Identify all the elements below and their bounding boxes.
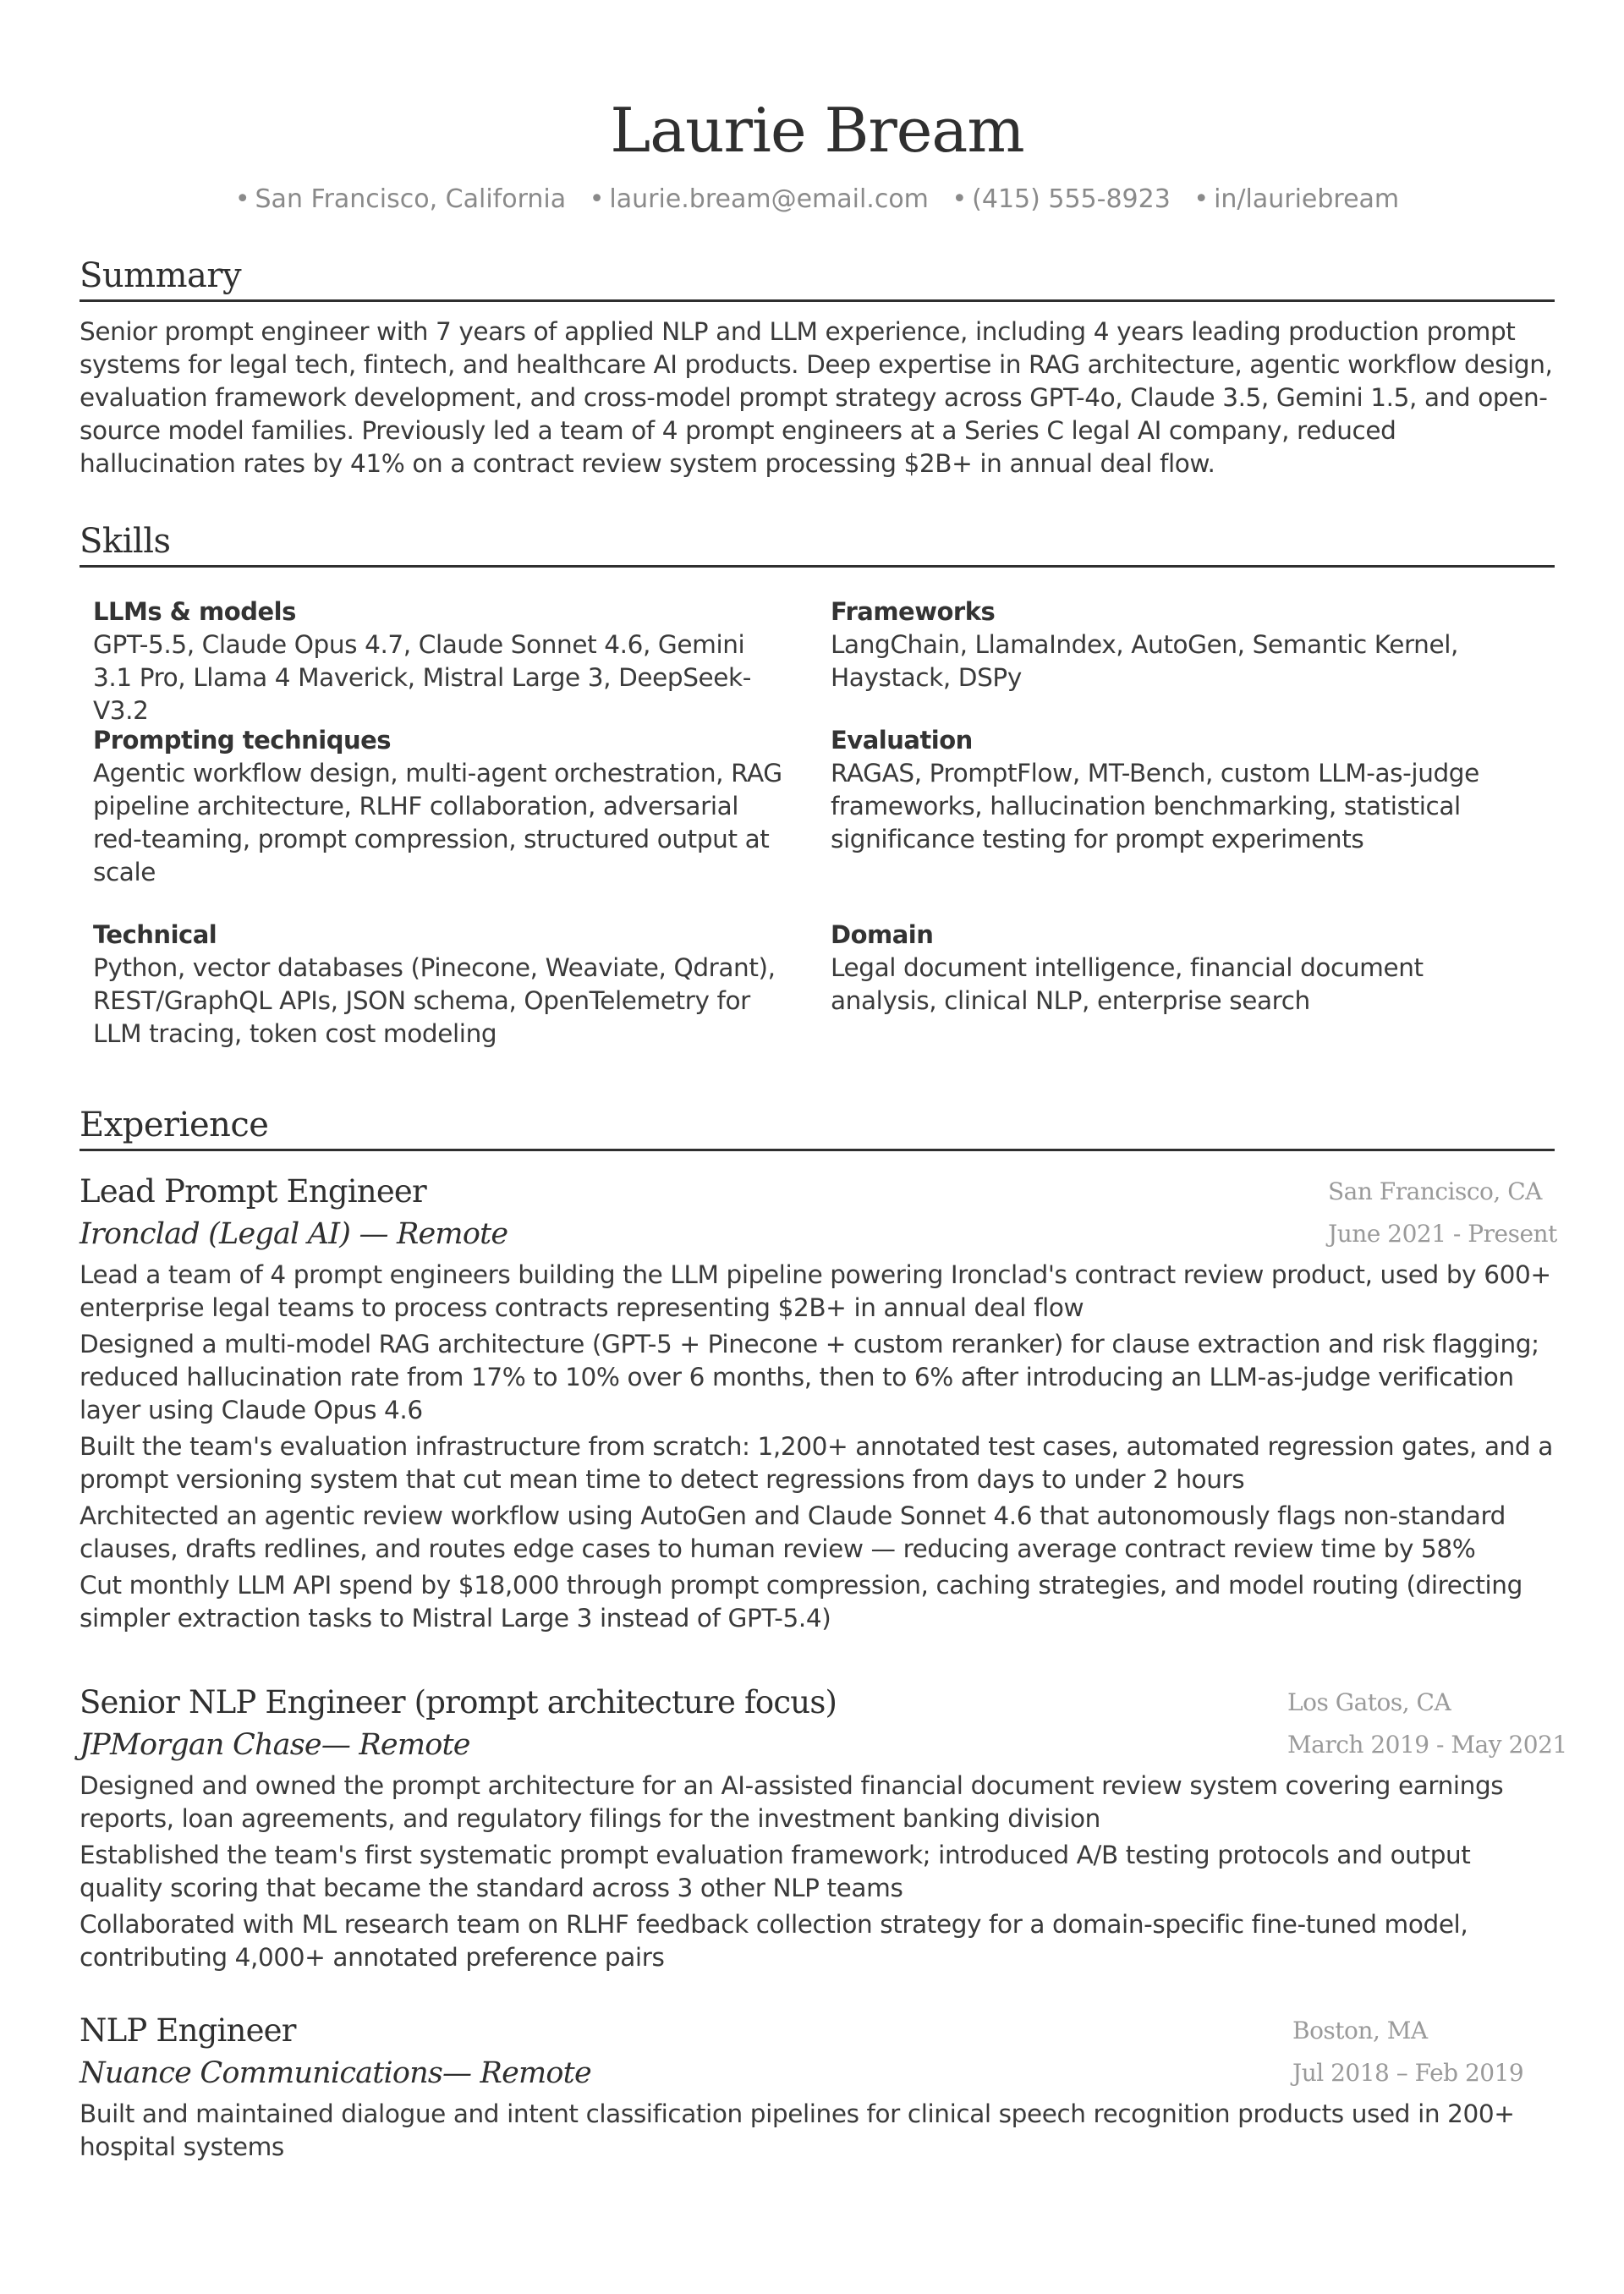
contact-phone [952,184,1170,214]
job-bullet: Designed a multi-model RAG architecture (GPT-5 + Pinecone + custom reranker) for clause extraction and risk flagging; reduced hallucination rate from 17% to 10% over 6 months, then to 6% after introducing an LLM-as-judge verification layer using Claude Opus 4.6 [80,1330,1539,1424]
skill-group-title: Frameworks [831,597,996,626]
contact-linkedin[interactable] [1193,184,1399,214]
job-title: NLP Engineer [80,2012,296,2049]
skill-group [93,724,787,889]
bullet-dot-icon: • [589,184,605,214]
summary-text: Senior prompt engineer with 7 years of applied NLP and LLM experience, including 4 years leading production prompt systems for legal tech, fintech, and healthcare AI products. Deep expertise in RAG architecture, agentic workflow design, evaluation framework development, and cross-model prompt strategy across GPT-4o, Claude 3.5, Gemini 1.5, and open-source model families. Previously led a team of 4 prompt engineers at a Series C legal AI company, reduced hallucination rates by 41% on a contract review system processing $2B+ in annual deal flow. [80,317,1553,478]
contact-line [80,181,1555,218]
job-location: San Francisco, CA [1328,1177,1542,1205]
linkedin-link[interactable]: in/lauriebream [1214,184,1400,214]
section-title-skills: Skills [80,519,1555,568]
contact-email[interactable] [590,184,929,214]
skill-group [831,919,1524,1018]
bullet-dot-icon: • [1193,184,1210,214]
skill-group [831,595,1524,694]
skill-group-text: RAGAS, PromptFlow, MT-Bench, custom LLM-as-judge frameworks, hallucination benchmarking, statistical significance testing for prompt experiments [831,759,1479,853]
job-dates: Jul 2018 – Feb 2019 [1292,2059,1524,2087]
job-title: Lead Prompt Engineer [80,1173,426,1210]
skill-group-text: LangChain, LlamaIndex, AutoGen, Semantic Kernel, Haystack, DSPy [831,630,1458,692]
skill-group-text: GPT-5.5, Claude Opus 4.7, Claude Sonnet 4.6, Gemini 3.1 Pro, Llama 4 Maverick, Mistral Large 3, DeepSeek-V3.2 [93,630,751,725]
job-bullet: Architected an agentic review workflow using AutoGen and Claude Sonnet 4.6 that autonomously flags non-standard clauses, drafts redlines, and routes edge cases to human review — reducing average contract review time by 58% [80,1501,1506,1563]
skill-group-text: Legal document intelligence, financial document analysis, clinical NLP, enterprise search [831,953,1424,1015]
job-location: Los Gatos, CA [1287,1688,1451,1716]
job-company: JPMorgan Chase— Remote [80,1728,470,1762]
job-entry [80,1171,1555,1635]
section-title-experience: Experience [80,1103,1555,1151]
candidate-name: Laurie Bream [610,95,1024,166]
skill-group-text: Python, vector databases (Pinecone, Weaviate, Qdrant), REST/GraphQL APIs, JSON schema, OpenTelemetry for LLM tracing, token cost modeling [93,953,776,1048]
skill-group-title: Prompting techniques [93,726,392,755]
job-bullet: Collaborated with ML research team on RLHF feedback collection strategy for a domain-specific fine-tuned model, contributing 4,000+ annotated preference pairs [80,1910,1468,1972]
job-bullet: Built and maintained dialogue and intent classification pipelines for clinical speech recognition products used in 200+ hospital systems [80,2099,1515,2161]
job-entry [80,2010,1555,2164]
job-bullet: Cut monthly LLM API spend by $18,000 through prompt compression, caching strategies, and model routing (directing simpler extraction tasks to Mistral Large 3 instead of GPT-5.4) [80,1571,1522,1633]
location-text: San Francisco, California [255,184,567,214]
skill-group-title: LLMs & models [93,597,296,626]
section-title-summary: Summary [80,254,1555,302]
skill-group-title: Domain [831,920,934,949]
skill-group-text: Agentic workflow design, multi-agent orchestration, RAG pipeline architecture, RLHF collaboration, adversarial red-teaming, prompt compression, structured output at scale [93,759,782,886]
skill-group-title: Technical [93,920,217,949]
contact-location [235,184,566,214]
job-company: Nuance Communications— Remote [80,2056,591,2090]
phone-text: (415) 555-8923 [972,184,1171,214]
job-bullet: Designed and owned the prompt architecture for an AI-assisted financial document review system covering earnings reports, loan agreements, and regulatory filings for the investment banking division [80,1771,1504,1833]
job-company: Ironclad (Legal AI) — Remote [80,1217,508,1251]
bullet-dot-icon: • [234,184,250,214]
job-bullet: Established the team's first systematic prompt evaluation framework; introduced A/B testing protocols and output quality scoring that became the standard across 3 other NLP teams [80,1841,1471,1902]
job-dates: June 2021 - Present [1328,1220,1557,1248]
skill-group [831,724,1524,856]
job-dates: March 2019 - May 2021 [1287,1731,1567,1759]
job-bullet: Lead a team of 4 prompt engineers building the LLM pipeline powering Ironclad's contract review product, used by 600+ enterprise legal teams to process contracts representing $2B+ in annual deal flow [80,1260,1551,1322]
skill-group [93,595,787,727]
job-title: Senior NLP Engineer (prompt architecture focus) [80,1684,837,1720]
job-bullet: Built the team's evaluation infrastructure from scratch: 1,200+ annotated test cases, automated regression gates, and a prompt versioning system that cut mean time to detect regressions from days to under 2 hours [80,1432,1553,1494]
skill-group [93,919,787,1051]
job-location: Boston, MA [1292,2017,1428,2044]
job-entry [80,1682,1567,1974]
bullet-dot-icon: • [952,184,968,214]
skill-group-title: Evaluation [831,726,973,755]
email-link[interactable]: laurie.bream@email.com [609,184,929,214]
